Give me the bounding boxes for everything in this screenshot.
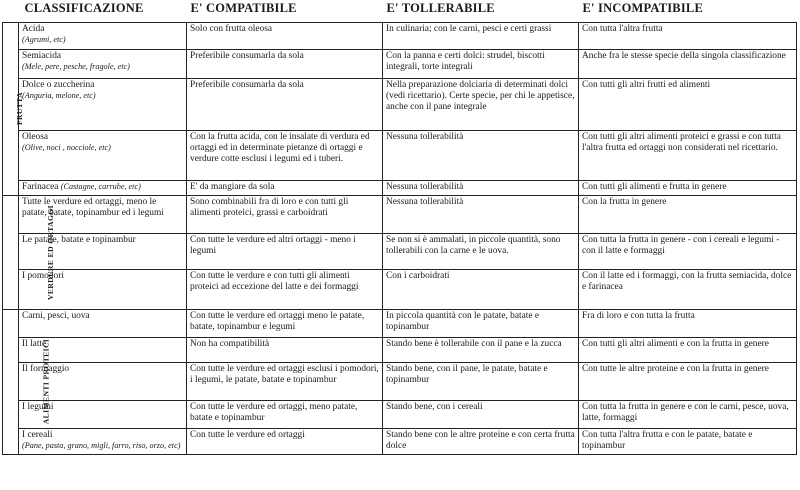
table-row bbox=[3, 310, 797, 338]
table-row bbox=[3, 429, 797, 455]
compatibile-cell: Solo con frutta oleosa bbox=[187, 23, 383, 50]
tollerabile-cell: Con i carboidrati bbox=[383, 270, 579, 310]
table-row bbox=[3, 79, 797, 131]
header-incompatibile: E' INCOMPATIBILE bbox=[579, 2, 797, 23]
tollerabile-cell: Stando bene è tollerabile con il pane e la zucca bbox=[383, 338, 579, 363]
class-name: Carni, pesci, uova bbox=[22, 311, 90, 321]
compatibile-cell: Con tutte le verdure ed ortaggi meno le patate, batate, topinambur e legumi bbox=[187, 310, 383, 338]
table-row bbox=[3, 338, 797, 363]
row-class-cell bbox=[19, 234, 187, 270]
compatibile-cell: Con tutte le verdure ed ortaggi bbox=[187, 429, 383, 455]
table-row bbox=[3, 234, 797, 270]
table-row bbox=[3, 270, 797, 310]
group-verdure-label: VERDURE ED ORTAGGI bbox=[45, 204, 55, 300]
compatibile-cell: Preferibile consumarla da sola bbox=[187, 79, 383, 131]
row-class-cell bbox=[19, 131, 187, 181]
incompatibile-cell: Anche fra le stesse specie della singola classificazione bbox=[579, 50, 797, 79]
class-name: Le patate, batate e topinambur bbox=[22, 235, 136, 245]
group-frutta bbox=[3, 23, 25, 196]
tollerabile-cell: Stando bene, con il pane, le patate, batate e topinambur bbox=[383, 363, 579, 401]
table-row bbox=[3, 196, 797, 234]
incompatibile-cell: Con tutta la frutta in genere e con le carni, pesce, uova, latte, formaggi bbox=[579, 401, 797, 429]
class-examples: (Mele, pere, pesche, fragole, etc) bbox=[22, 62, 130, 71]
incompatibile-cell: Con la frutta in genere bbox=[579, 196, 797, 234]
class-examples: (Olive, noci , nocciole, etc) bbox=[22, 143, 111, 152]
class-name: Farinacea bbox=[22, 182, 59, 192]
table-row bbox=[3, 401, 797, 429]
compatibile-cell: Con tutte le verdure e con tutti gli alimenti proteici ad eccezione del latte e dei formaggi bbox=[187, 270, 383, 310]
class-name: I legumi bbox=[22, 402, 54, 412]
class-examples: (Pane, pasta, grano, migli, farro, riso, orzo, etc) bbox=[22, 441, 181, 450]
header-classificazione: CLASSIFICAZIONE bbox=[3, 2, 187, 23]
compatibile-cell: Con tutte le verdure ed altri ortaggi - meno i legumi bbox=[187, 234, 383, 270]
class-name: Oleosa bbox=[22, 132, 49, 142]
food-compatibility-table bbox=[2, 2, 797, 455]
compatibile-cell: Con tutte le verdure ed ortaggi esclusi i pomodori, i legumi, le patate, batate e topinambur bbox=[187, 363, 383, 401]
tollerabile-cell: Nessuna tollerabilità bbox=[383, 131, 579, 181]
tollerabile-cell: Nessuna tollerabilità bbox=[383, 196, 579, 234]
incompatibile-cell: Con tutti gli altri alimenti proteici e grassi e con tutta l'altra frutta ed ortaggi non considerati nel ricettario. bbox=[579, 131, 797, 181]
incompatibile-cell: Con tutta l'altra frutta e con le patate, batate e topinambur bbox=[579, 429, 797, 455]
incompatibile-cell: Fra di loro e con tutta la frutta bbox=[579, 310, 797, 338]
class-examples: (Castagne, carrube, etc) bbox=[60, 182, 141, 191]
incompatibile-cell: Con tutta l'altra frutta bbox=[579, 23, 797, 50]
class-name: Acida bbox=[22, 24, 45, 34]
table-row bbox=[3, 50, 797, 79]
incompatibile-cell: Con tutti gli altri alimenti e con la frutta in genere bbox=[579, 338, 797, 363]
group-proteici-label: ALIMENTI PROTEICI bbox=[41, 338, 51, 425]
class-name: Il latte bbox=[22, 339, 47, 349]
header-tollerabile: E' TOLLERABILE bbox=[383, 2, 579, 23]
row-class-cell bbox=[19, 23, 187, 50]
row-class-cell bbox=[19, 429, 187, 455]
header-compatibile: E' COMPATIBILE bbox=[187, 2, 383, 23]
row-class-cell bbox=[19, 50, 187, 79]
compatibile-cell: Con tutte le verdure ed ortaggi, meno patate, batate e topinambur bbox=[187, 401, 383, 429]
class-name: Semiacida bbox=[22, 51, 62, 61]
tollerabile-cell: Stando bene con le altre proteine e con certa frutta dolce bbox=[383, 429, 579, 455]
incompatibile-cell: Con tutti gli alimenti e frutta in genere bbox=[579, 181, 797, 196]
compatibile-cell: Preferibile consumarla da sola bbox=[187, 50, 383, 79]
table-row bbox=[3, 131, 797, 181]
tollerabile-cell: Se non si è ammalati, in piccole quantità, sono tollerabili con la carne e le uova. bbox=[383, 234, 579, 270]
tollerabile-cell: In piccola quantità con le patate, batate e topinambur bbox=[383, 310, 579, 338]
incompatibile-cell: Con tutte le altre proteine e con la frutta in genere bbox=[579, 363, 797, 401]
compatibile-cell: Con la frutta acida, con le insalate di verdura ed ortaggi ed in determinate pietanze di ortaggi e verdure cotte esclusi i legumi ed i tuberi. bbox=[187, 131, 383, 181]
class-name: I cereali bbox=[22, 430, 53, 440]
table-row bbox=[3, 181, 797, 196]
class-examples: (Agrumi, etc) bbox=[22, 35, 66, 44]
table-row bbox=[3, 363, 797, 401]
row-class-cell bbox=[19, 310, 187, 338]
class-name: I pomodori bbox=[22, 271, 64, 281]
compatibile-cell: E' da mangiare da sola bbox=[187, 181, 383, 196]
incompatibile-cell: Con il latte ed i formaggi, con la frutta semiacida, dolce e farinacea bbox=[579, 270, 797, 310]
row-class-cell bbox=[19, 196, 187, 234]
tollerabile-cell: Con la panna e certi dolci: strudel, biscotti integrali, torte integrali bbox=[383, 50, 579, 79]
row-class-cell bbox=[19, 270, 187, 310]
tollerabile-cell: Nessuna tollerabilità bbox=[383, 181, 579, 196]
group-frutta-label: FRUTTA bbox=[15, 91, 25, 126]
class-name: Dolce o zuccherina bbox=[22, 80, 95, 90]
row-class-cell bbox=[19, 79, 187, 131]
class-examples: (Anguria, melone, etc) bbox=[22, 91, 96, 100]
tollerabile-cell: Stando bene, con i cereali bbox=[383, 401, 579, 429]
tollerabile-cell: Nella preparazione dolciaria di determinati dolci (vedi ricettario). Certe specie, per chi le appetisce, anche con il pane integrale bbox=[383, 79, 579, 131]
tollerabile-cell: In culinaria; con le carni, pesci e certi grassi bbox=[383, 23, 579, 50]
compatibile-cell: Sono combinabili fra di loro e con tutti gli alimenti proteici, grassi e carboidrati bbox=[187, 196, 383, 234]
table-row bbox=[3, 23, 797, 50]
row-class-cell bbox=[19, 181, 187, 196]
class-name: Tutte le verdure ed ortaggi, meno le patate, batate, topinambur ed i legumi bbox=[22, 197, 164, 218]
header-row bbox=[3, 2, 797, 23]
incompatibile-cell: Con tutta la frutta in genere - con i cereali e legumi - con il latte e formaggi bbox=[579, 234, 797, 270]
compatibile-cell: Non ha compatibilità bbox=[187, 338, 383, 363]
class-name: Il formaggio bbox=[22, 364, 70, 374]
incompatibile-cell: Con tutti gli altri frutti ed alimenti bbox=[579, 79, 797, 131]
